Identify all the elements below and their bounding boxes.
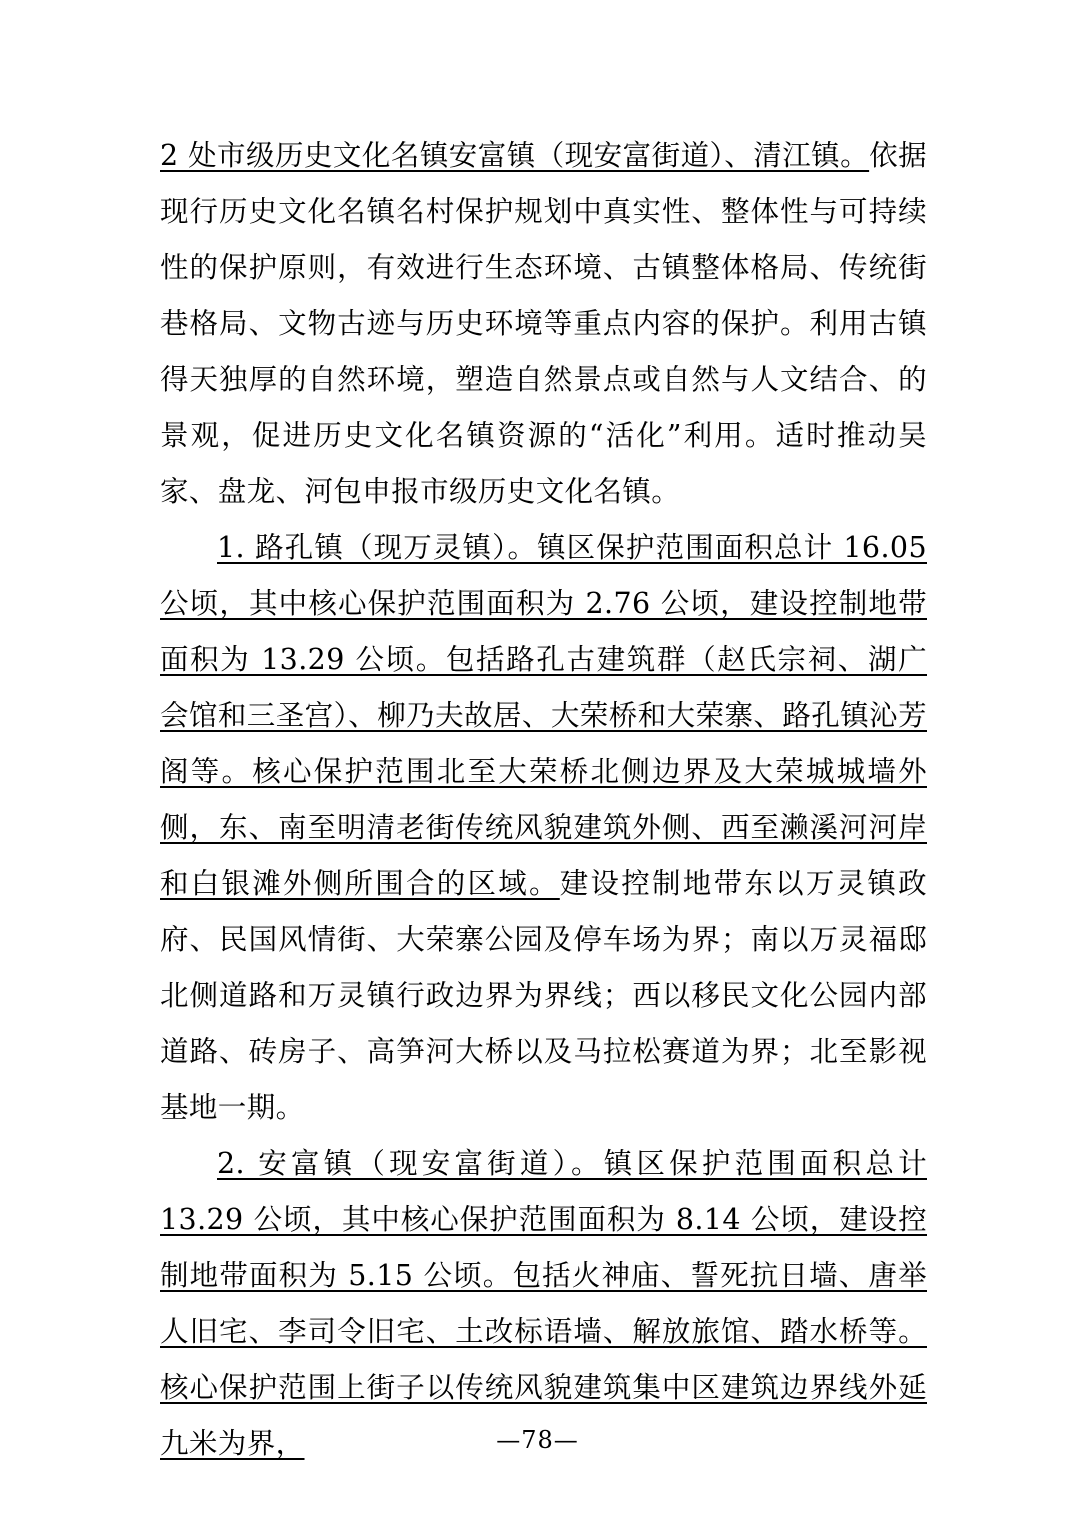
paragraph-2-plain-text: 建设控制地带东以万灵镇政府、民国风情街、大荣寨公园及停车场为界；南以万灵福邸北侧道路和万灵镇行政边界为界线；西以移民文化公园内部道路、砖房子、高笋河大桥以及马拉松赛道为界；北至影视基地一期。	[160, 867, 927, 1124]
paragraph-1	[160, 128, 927, 520]
paragraph-3-underlined-text: 2. 安富镇（现安富街道）。镇区保护范围面积总计 13.29 公顷，其中核心保护范围面积为 8.14 公顷，建设控制地带面积为 5.15 公顷。包括火神庙、誓死抗日墙、唐举人旧宅、李司令旧宅、土改标语墙、解放旅馆、踏水桥等。核心保护范围上街子以传统风貌建筑集中区建筑边界线外延九米为界，	[160, 1147, 927, 1460]
page-number: —78—	[496, 1426, 579, 1454]
paragraph-2-underlined-text: 1. 路孔镇（现万灵镇）。镇区保护范围面积总计 16.05 公顷，其中核心保护范围面积为 2.76 公顷，建设控制地带面积为 13.29 公顷。包括路孔古建筑群（赵氏宗祠、湖广会馆和三圣宫）、柳乃夫故居、大荣桥和大荣寨、路孔镇沁芳阁等。核心保护范围北至大荣桥北侧边界及大荣城城墙外侧，东、南至明清老街传统风貌建筑外侧、西至濑溪河河岸和白银滩外侧所围合的区域。	[160, 531, 927, 900]
paragraph-1-underlined-text: 2 处市级历史文化名镇安富镇（现安富街道）、清江镇。	[160, 139, 870, 172]
paragraph-3	[160, 1136, 927, 1472]
paragraph-1-plain-text: 依据现行历史文化名镇名村保护规划中真实性、整体性与可持续性的保护原则，有效进行生态环境、古镇整体格局、传统街巷格局、文物古迹与历史环境等重点内容的保护。利用古镇得天独厚的自然环境，塑造自然景点或自然与人文结合、的景观，促进历史文化名镇资源的“活化”利用。适时推动吴家、盘龙、河包申报市级历史文化名镇。	[160, 139, 927, 508]
document-body	[160, 128, 927, 1472]
paragraph-2	[160, 520, 927, 1136]
